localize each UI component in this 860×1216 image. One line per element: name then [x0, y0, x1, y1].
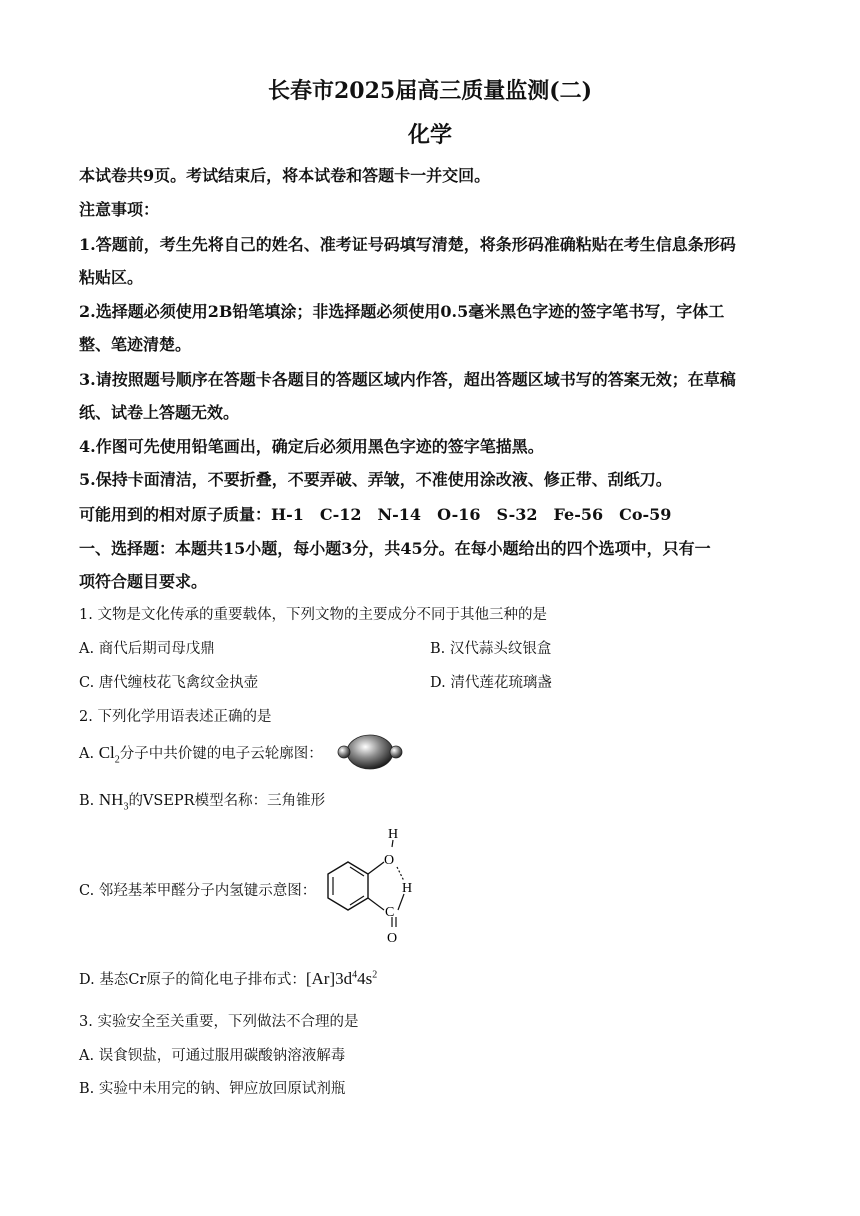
nh3-formula — [98, 790, 129, 813]
notice-line: 粘贴区。 — [79, 268, 144, 287]
q3-stem: 3. 实验安全至关重要，下列做法不合理的是 — [79, 1014, 359, 1030]
formula-subscript: 2 — [114, 754, 120, 766]
notice-line: 纸、试卷上答题无效。 — [79, 403, 240, 422]
q2-option-b — [79, 789, 325, 812]
ring-double-bond — [350, 896, 364, 905]
cl2-formula — [98, 743, 120, 766]
o-label: O — [384, 853, 395, 868]
q1-option-c: C. 唐代缠枝花飞禽纹金执壶 — [79, 675, 259, 691]
notice-line: 1.答题前，考生先将自己的姓名、准考证号码填写清楚，将条形码准确粘贴在考生信息条形码 — [79, 235, 736, 254]
c-h-bond — [398, 894, 404, 910]
option-letter: A. — [79, 746, 95, 762]
formula-text: [Ar]3d — [305, 969, 353, 988]
intro-text: 本试卷共9页。考试结束后，将本试卷和答题卡一并交回。 — [79, 166, 491, 185]
hydrogen-bond — [397, 867, 404, 881]
formula-subscript: 3 — [123, 801, 129, 813]
notice-heading: 注意事项： — [79, 200, 160, 219]
q2-option-d — [79, 968, 377, 989]
notice-line: 4.作图可先使用铅笔画出，确定后必须用黑色字迹的签字笔描黑。 — [79, 437, 544, 456]
ring-double-bond — [350, 867, 364, 876]
q3-option-a: A. 误食钡盐，可通过服用碳酸钠溶液解毒 — [79, 1048, 346, 1064]
q1-stem: 1. 文物是文化传承的重要载体，下列文物的主要成分不同于其他三种的是 — [79, 607, 547, 623]
q1-option-a: A. 商代后期司母戊鼎 — [79, 641, 215, 657]
notice-line: 3.请按照题号顺序在答题卡各题目的答题区域内作答，超出答题区域书写的答案无效；在草稿 — [79, 370, 736, 389]
electron-config — [306, 969, 377, 988]
option-text: 分子中共价键的电子云轮廓图： — [119, 746, 323, 762]
formula-superscript: 4 — [352, 969, 358, 981]
q1-option-d: D. 清代莲花琉璃盏 — [430, 675, 552, 691]
formula-text: Cl — [98, 743, 115, 762]
h-label: H — [402, 881, 413, 896]
electron-cloud-diagram — [337, 733, 403, 771]
q1-option-b: B. 汉代蒜头纹银盒 — [430, 641, 552, 657]
notice-line: 5.保持卡面清洁，不要折叠，不要弄破、弄皱，不准使用涂改液、修正带、刮纸刀。 — [79, 470, 672, 489]
formula-text: 4s — [357, 969, 373, 988]
c-label: C — [385, 905, 395, 920]
option-letter: B. — [79, 793, 95, 809]
c-o-bond — [368, 862, 384, 874]
section-heading-cont: 项符合题目要求。 — [79, 572, 208, 591]
option-text: D. 基态Cr原子的简化电子排布式： — [79, 972, 306, 988]
formula-text: NH — [98, 790, 124, 809]
section-heading: 一、选择题：本题共15小题，每小题3分，共45分。在每小题给出的四个选项中，只有一 — [79, 539, 711, 558]
q2-option-c: C. 邻羟基苯甲醛分子内氢键示意图： — [79, 883, 317, 899]
exam-title: 长春市2025届高三质量监测(二) — [267, 78, 593, 104]
h-label: H — [388, 827, 399, 842]
subject-title: 化学 — [407, 122, 452, 148]
q2-stem: 2. 下列化学用语表述正确的是 — [79, 709, 272, 725]
o-label: O — [387, 931, 398, 946]
notice-line: 整、笔迹清楚。 — [79, 335, 192, 354]
option-text: 的VSEPR模型名称：三角锥形 — [128, 793, 326, 809]
q3-option-b: B. 实验中未用完的钠、钾应放回原试剂瓶 — [79, 1081, 346, 1097]
notice-line: 2.选择题必须使用2B铅笔填涂；非选择题必须使用0.5毫米黑色字迹的签字笔书写，字体工 — [79, 302, 725, 321]
formula-superscript: 2 — [372, 969, 378, 981]
q2-option-a — [79, 742, 323, 765]
c-cho-bond — [368, 898, 384, 910]
atomic-masses: 可能用到的相对原子质量：H-1 C-12 N-14 O-16 S-32 Fe-56 Co-59 — [79, 505, 672, 524]
salicylaldehyde-structure — [318, 826, 418, 946]
benzene-ring — [328, 862, 368, 910]
